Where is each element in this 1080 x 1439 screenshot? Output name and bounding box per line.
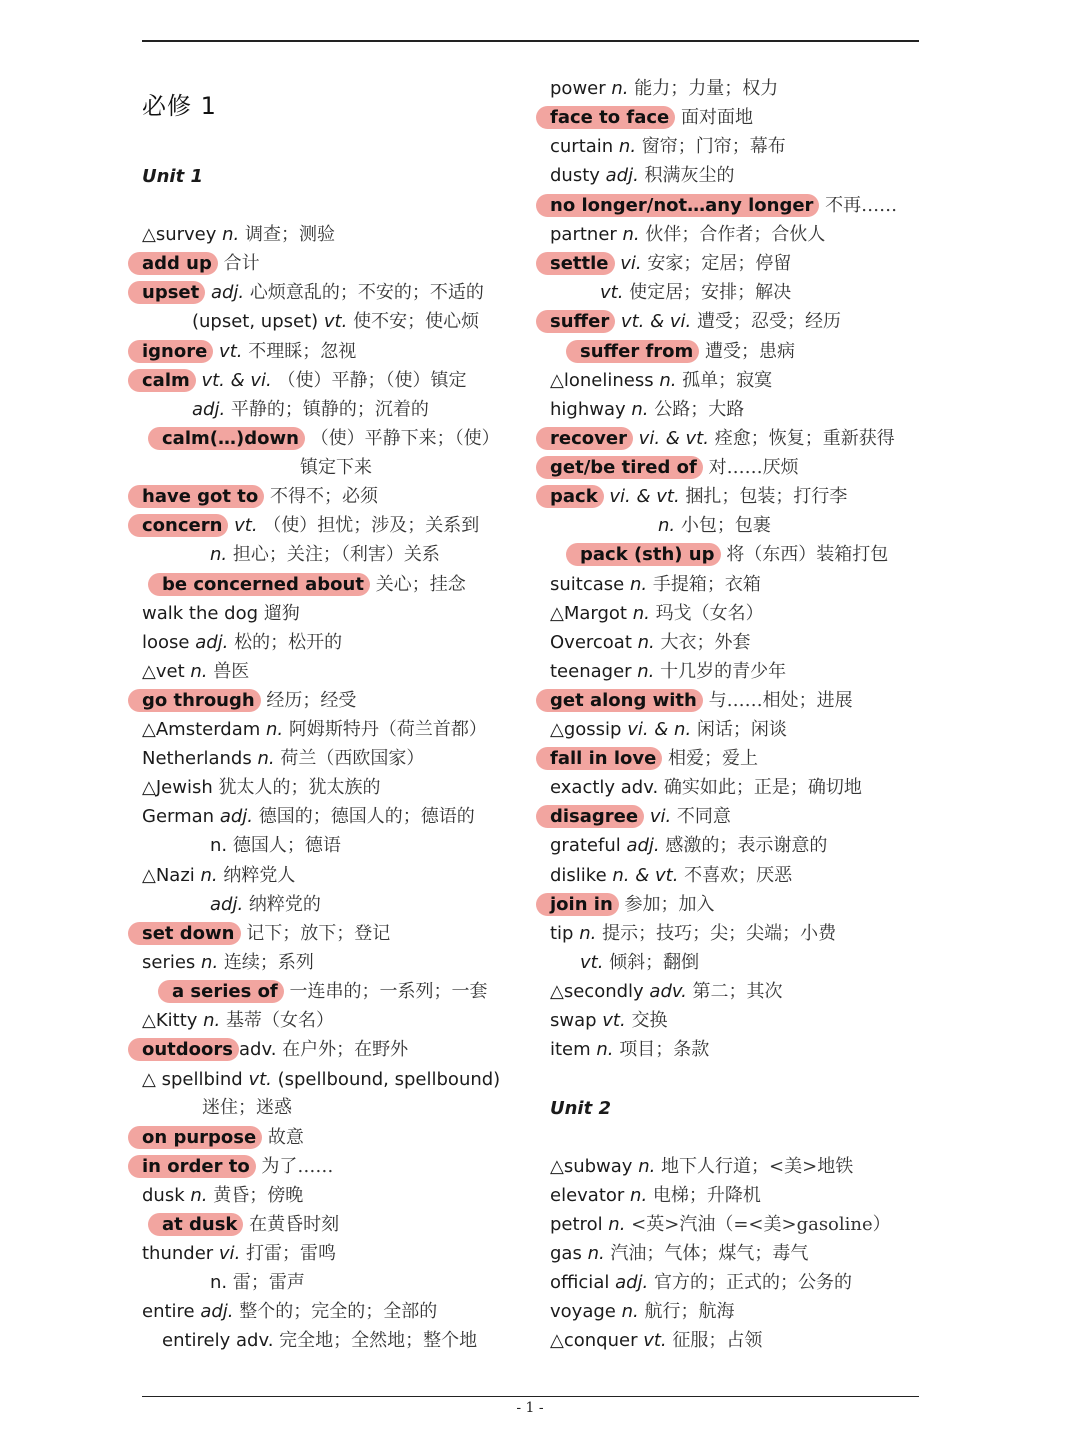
chinese-definition: （使）担忧；涉及；关系到 [257,515,480,536]
highlighted-phrase: upset [128,281,205,304]
entry-word: △gossip [550,719,622,740]
highlighted-phrase: no longer/not…any longer [536,194,819,217]
vocab-entry [550,161,735,190]
vocab-entry [142,1035,408,1064]
chinese-definition: 一连串的；一系列；一套 [283,981,488,1002]
vocab-entry [550,1268,852,1297]
part-of-speech: vt. & vi. [615,311,692,332]
part-of-speech: adj. [189,632,229,653]
vocab-entry [300,453,372,482]
vocab-entry [142,511,479,540]
entry-word: German [142,806,215,827]
vocab-entry [210,540,440,569]
vocab-entry [550,1035,709,1064]
chinese-definition: 安家；定居；停留 [641,253,792,274]
chinese-definition: 相爱；爱上 [662,748,759,769]
chinese-definition: 手提箱；衣箱 [647,574,761,595]
page-heading: 必修 1 [142,92,217,120]
part-of-speech: adj. [210,894,244,915]
chinese-definition: 完全地；全然地；整个地 [273,1330,478,1351]
part-of-speech: n. [624,574,648,595]
part-of-speech: vi. & n. [621,719,692,740]
vocab-entry [172,977,488,1006]
vocab-entry [550,1006,667,1035]
highlighted-phrase: go through [128,689,261,712]
entry-word: series [142,952,196,973]
chinese-definition: 基蒂（女名） [220,1010,335,1031]
part-of-speech: adj. [609,1272,649,1293]
vocab-entry [162,570,466,599]
highlighted-phrase: on purpose [128,1126,262,1149]
entry-word: official [550,1272,610,1293]
chinese-definition: 痊愈；恢复；重新获得 [708,428,895,449]
part-of-speech: adj. [205,282,245,303]
highlighted-phrase: outdoors [128,1038,239,1061]
chinese-definition: 打雷；雷鸣 [240,1243,337,1264]
entry-word: △Margot [550,603,627,624]
part-of-speech: n. [195,952,219,973]
part-of-speech: n. [581,1243,605,1264]
highlighted-phrase: a series of [158,980,284,1003]
vocab-entry [550,424,895,453]
chinese-definition: 合计 [217,253,260,274]
entry-word: partner [550,224,617,245]
vocab-entry [550,744,758,773]
part-of-speech: n. [184,1185,208,1206]
vocab-entry [550,919,836,948]
part-of-speech: vt. [228,515,258,536]
chinese-definition: 阿姆斯特丹（荷兰首都） [283,719,487,740]
highlighted-phrase: at dusk [148,1213,243,1236]
chinese-definition: 遭受；忍受；经历 [691,311,841,332]
chinese-definition: 面对面地 [675,107,753,128]
chinese-definition: 记下；放下；登记 [240,923,391,944]
vocab-entry [550,715,787,744]
entry-word: △Jewish [142,777,213,798]
chinese-definition: 项目；条款 [613,1039,710,1060]
entry-word: grateful [550,835,621,856]
chinese-definition: 第二；其次 [686,981,783,1002]
chinese-definition: 纳粹党人 [217,865,296,886]
entry-word: △survey [142,224,217,245]
vocab-entry [210,1268,305,1297]
part-of-speech: n. [658,515,676,536]
chinese-definition: 窗帘；门帘；幕布 [636,136,786,157]
entry-word: thunder [142,1243,214,1264]
vocab-entry [162,1210,339,1239]
part-of-speech: adj. [192,399,226,420]
chinese-definition: 倾斜；翻倒 [603,952,700,973]
page-number: - 1 - [516,1400,544,1416]
vocab-entry [142,249,260,278]
chinese-definition: 平静的；镇静的；沉着的 [225,399,429,420]
entry-forms: (spellbound, spellbound) [271,1069,501,1090]
bottom-rule [142,1396,919,1397]
chinese-definition: 不得不；必须 [264,486,378,507]
chinese-definition: 遛狗 [258,603,300,624]
highlighted-phrase: concern [128,514,228,537]
chinese-definition: 雷；雷声 [227,1272,305,1293]
part-of-speech: n. [613,136,637,157]
vocab-entry [550,1181,761,1210]
vocab-entry [142,220,335,249]
part-of-speech: n. [210,544,228,565]
chinese-definition: 确实如此；正是；确切地 [658,777,862,798]
top-rule [142,40,919,42]
chinese-definition: 荷兰（西欧国家） [274,748,425,769]
vocab-entry [580,948,699,977]
part-of-speech: vt. [637,1330,667,1351]
chinese-definition: 经历；经受 [260,690,357,711]
vocab-entry [142,744,424,773]
chinese-definition: 对……厌烦 [702,457,799,478]
vocab-entry [142,1123,304,1152]
vocab-entry [580,337,795,366]
chinese-definition: 调查；测验 [239,224,336,245]
entry-word: elevator [550,1185,625,1206]
vocab-entry [550,599,764,628]
part-of-speech: n. [625,399,649,420]
chinese-definition: 能力；力量；权力 [628,78,779,99]
part-of-speech: n. [631,632,655,653]
part-of-speech: n. [260,719,284,740]
highlighted-phrase: calm [128,369,196,392]
chinese-definition: 航行；航海 [638,1301,735,1322]
chinese-definition: 电梯；升降机 [647,1185,761,1206]
entry-word: curtain [550,136,614,157]
chinese-definition: （使）平静；（使）镇定 [271,370,467,391]
chinese-definition: 使定居；安排；解决 [623,282,792,303]
chinese-definition: <英>汽油（=<美>gasoline） [625,1214,891,1235]
chinese-definition: 与……相处；进展 [702,690,853,711]
chinese-definition: 在户外；在野外 [276,1039,409,1060]
vocab-entry [142,1152,333,1181]
vocab-entry [162,1326,477,1355]
entry-word: dusty [550,165,600,186]
vocab-entry [658,511,771,540]
chinese-definition: 为了…… [255,1156,334,1177]
chinese-definition: 纳粹党的 [243,894,321,915]
vocab-entry [142,948,314,977]
vocab-entry [142,1181,303,1210]
part-of-speech: vi. [213,1243,241,1264]
part-of-speech: n. [626,603,650,624]
vocab-entry [142,278,484,307]
vocab-entry [162,424,500,453]
chinese-definition: 心烦意乱的；不安的；不适的 [244,282,484,303]
chinese-definition: 地下人行道；<美>地铁 [655,1156,854,1177]
vocab-entry [142,366,467,395]
vocab-entry [142,628,342,657]
part-of-speech: adj. [599,165,639,186]
chinese-definition: 德国的；德国人的；德语的 [253,806,475,827]
entry-word: △conquer [550,1330,638,1351]
chinese-definition: 提示；技巧；尖；尖端；小费 [596,923,837,944]
part-of-speech: vt. [318,311,348,332]
entry-word: suitcase [550,574,625,595]
highlighted-phrase: suffer [536,310,615,333]
part-of-speech: n. [197,1010,221,1031]
chinese-definition: 不同意 [671,806,731,827]
entry-word: △Kitty [142,1010,198,1031]
chinese-definition: 在黄昏时刻 [243,1214,340,1235]
highlighted-phrase: pack [536,485,604,508]
part-of-speech: vi. [644,806,672,827]
vocab-entry [210,831,341,860]
chinese-definition: 关心；挂念 [369,574,466,595]
entry-word: Netherlands [142,748,252,769]
vocab-entry [550,802,731,831]
vocab-entry [142,337,356,366]
chinese-definition: 遭受；患病 [699,341,796,362]
vocab-entry [550,482,847,511]
vocab-entry [550,773,862,802]
part-of-speech: vi. [614,253,642,274]
entry-word: n. [210,1272,228,1293]
vocab-entry [142,1065,500,1094]
unit-heading [142,162,203,191]
chinese-definition: 黄昏；傍晚 [207,1185,304,1206]
chinese-definition: 兽医 [207,661,250,682]
entry-word: item [550,1039,591,1060]
vocab-entry [550,220,825,249]
part-of-speech: n. [616,224,640,245]
entry-word: △secondly [550,981,644,1002]
vocab-entry [202,1093,292,1122]
chinese-definition: 参加；加入 [618,894,715,915]
vocab-entry [142,1239,336,1268]
chinese-definition: 不再…… [819,195,898,216]
chinese-definition: 闲话；闲谈 [691,719,787,740]
entry-word: △loneliness [550,370,654,391]
vocab-entry [550,1297,734,1326]
vocab-entry [142,657,249,686]
vocab-entry [550,453,799,482]
chinese-definition: 使不安；使心烦 [347,311,480,332]
highlighted-phrase: settle [536,252,615,275]
vocab-entry [192,307,479,336]
vocab-entry [210,890,321,919]
part-of-speech: n. [216,224,240,245]
vocab-entry [550,132,786,161]
entry-word: petrol [550,1214,603,1235]
highlighted-phrase: in order to [128,1155,256,1178]
highlighted-phrase: join in [536,893,619,916]
part-of-speech: n. [184,661,208,682]
entry-word: swap [550,1010,597,1031]
unit-title: Unit 2 [550,1098,611,1119]
vocab-entry [550,686,853,715]
entry-word: △subway [550,1156,633,1177]
highlighted-phrase: get/be tired of [536,456,703,479]
entry-word: exactly adv. [550,777,659,798]
chinese-definition: 伙伴；合作者；合伙人 [639,224,826,245]
part-of-speech: adv. [643,981,687,1002]
chinese-definition: 迷住；迷惑 [202,1097,292,1118]
highlighted-phrase: get along with [536,689,703,712]
vocab-entry [142,802,475,831]
part-of-speech: n. [605,78,629,99]
part-of-speech: n. [590,1039,614,1060]
part-of-speech: n. & vt. [606,865,679,886]
vocab-entry [550,570,761,599]
vocab-entry [142,861,295,890]
vocab-entry [550,249,791,278]
entry-word: highway [550,399,626,420]
chinese-definition: 小包；包裹 [675,515,771,536]
vocab-entry [142,715,487,744]
highlighted-phrase: set down [128,922,241,945]
chinese-definition: 镇定下来 [300,457,372,478]
chinese-definition: 十几岁的青少年 [654,661,787,682]
highlighted-phrase: fall in love [536,747,662,770]
chinese-definition: 汽油；气体；煤气；毒气 [604,1243,809,1264]
vocab-entry [550,861,792,890]
highlighted-phrase: add up [128,252,218,275]
part-of-speech: n. [631,661,655,682]
entry-word: dislike [550,865,607,886]
vocab-entry [580,540,888,569]
unit-title: Unit 1 [142,166,203,187]
part-of-speech: adj. [214,806,253,827]
vocab-entry [142,1297,437,1326]
chinese-definition: 积满灰尘的 [638,165,735,186]
entry-word: n. [210,835,228,856]
chinese-definition: 大衣；外套 [654,632,751,653]
part-of-speech: n. [615,1301,639,1322]
chinese-definition: 感激的；表示谢意的 [659,835,828,856]
part-of-speech: n. [194,865,218,886]
vocab-entry [550,1210,891,1239]
entry-word: △vet [142,661,185,682]
chinese-definition: 玛戈（女名） [649,603,764,624]
chinese-definition: 不喜欢；厌恶 [678,865,793,886]
part-of-speech: n. [632,1156,656,1177]
chinese-definition: 公路；大路 [648,399,745,420]
chinese-definition: 官方的；正式的；公务的 [648,1272,852,1293]
entry-word: adv. [239,1039,277,1060]
vocab-entry [142,919,390,948]
vocab-entry [142,773,380,802]
part-of-speech: vi. & vt. [603,486,680,507]
entry-word: Overcoat [550,632,632,653]
part-of-speech: n. [653,370,677,391]
chinese-definition: 孤单；寂寞 [676,370,773,391]
entry-word: entire [142,1301,195,1322]
part-of-speech: vt. [242,1069,272,1090]
chinese-definition: 整个的；完全的；全部的 [233,1301,438,1322]
vocab-entry [142,686,356,715]
part-of-speech: vi. & vt. [632,428,709,449]
chinese-definition: 将（东西）装箱打包 [720,544,889,565]
chinese-definition: 故意 [262,1127,304,1148]
chinese-definition: 担心；关注；（利害）关系 [227,544,440,565]
highlighted-phrase: face to face [536,106,675,129]
vocab-entry [142,599,300,628]
vocab-entry [192,395,429,424]
part-of-speech: adj. [194,1301,234,1322]
vocab-entry [550,1239,808,1268]
entry-word: gas [550,1243,582,1264]
chinese-definition: 征服；占领 [666,1330,763,1351]
chinese-definition: 捆扎；包装；打行李 [679,486,848,507]
part-of-speech: vt. & vi. [195,370,272,391]
entry-word: (upset, upset) [192,311,319,332]
part-of-speech: n. [602,1214,626,1235]
vocab-entry [550,307,841,336]
vocab-entry [550,831,827,860]
vocab-entry [550,74,778,103]
vocab-entry [600,278,791,307]
entry-word: tip [550,923,574,944]
entry-word: voyage [550,1301,616,1322]
vocab-entry [550,191,897,220]
vocab-entry [550,1326,762,1355]
chinese-definition: 交换 [625,1010,668,1031]
vocab-entry [550,628,751,657]
part-of-speech: vt. [596,1010,626,1031]
part-of-speech: vt. [600,282,624,303]
entry-word: walk the dog [142,603,259,624]
entry-word: △Amsterdam [142,719,261,740]
chinese-definition: （使）平静下来；（使） [304,428,500,449]
part-of-speech: vt. [213,341,243,362]
vocab-entry [550,1152,853,1181]
part-of-speech: adj. [620,835,660,856]
highlighted-phrase: suffer from [566,340,699,363]
vocab-entry [550,366,772,395]
chinese-definition: 德国人；德语 [227,835,341,856]
entry-word: △ spellbind [142,1069,243,1090]
highlighted-phrase: recover [536,427,633,450]
part-of-speech: n. [573,923,597,944]
chinese-definition: 不理睬；忽视 [242,341,357,362]
vocab-entry [142,1006,334,1035]
highlighted-phrase: pack (sth) up [566,543,721,566]
vocab-entry [550,890,715,919]
highlighted-phrase: ignore [128,340,213,363]
entry-word: entirely adv. [162,1330,274,1351]
vocab-entry [550,657,786,686]
chinese-definition: 犹太人的；犹太族的 [212,777,381,798]
unit-heading [550,1094,611,1123]
entry-word: △Nazi [142,865,195,886]
chinese-definition: 连续；系列 [218,952,314,973]
part-of-speech: n. [251,748,275,769]
entry-word: dusk [142,1185,185,1206]
highlighted-phrase: disagree [536,805,644,828]
part-of-speech: n. [624,1185,648,1206]
highlighted-phrase: have got to [128,485,264,508]
vocab-entry [142,482,378,511]
part-of-speech: vt. [580,952,604,973]
entry-word: power [550,78,606,99]
highlighted-phrase: be concerned about [148,573,370,596]
vocab-entry [550,977,783,1006]
chinese-definition: 松的；松开的 [228,632,343,653]
entry-word: loose [142,632,190,653]
entry-word: teenager [550,661,632,682]
highlighted-phrase: calm(…)down [148,427,305,450]
vocab-entry [550,395,744,424]
vocab-entry [550,103,753,132]
